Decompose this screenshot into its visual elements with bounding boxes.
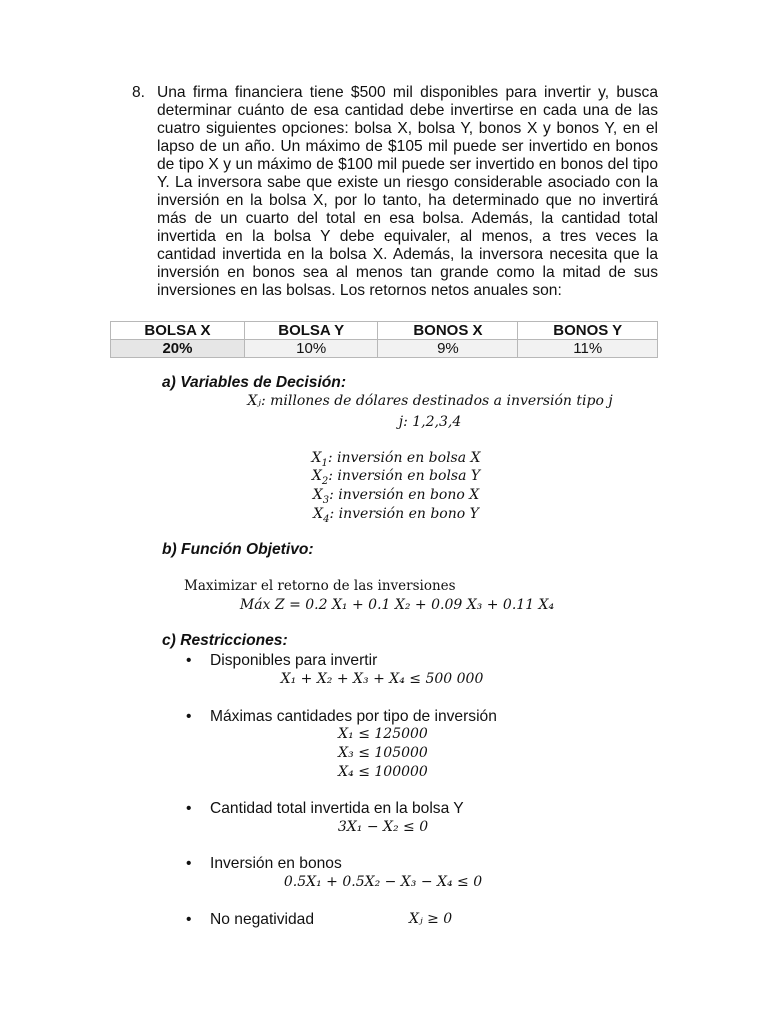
constraint-equation: 3X₁ − X₂ ≤ 0 xyxy=(337,819,429,835)
section-c-heading: c) Restricciones: xyxy=(162,632,288,649)
problem-text: Una firma financiera tiene $500 mil disponibles para invertir y, busca determinar cuánto de esa cantidad debe invertirse en cada una de las cuatro siguientes opciones: bolsa X, bolsa Y, bonos X y bonos Y, en el lapso de un año. Un máximo de $105 mil puede ser invertido en bonos de tipo X y un máximo de $100 mil puede ser invertido en bonos del tipo Y. La inversora sabe que existe un riesgo considerable asociado con la inversión en la bolsa X, por lo tanto, ha determinado que no invertirá más de un cuarto del total en esa bolsa. Además, la cantidad total invertida en la bolsa Y debe equivaler, al menos, a tres veces la cantidad invertida en la bolsa X. Además, la inversora necesita que la inversión en bonos sea al menos tan grande como la mitad de sus inversiones en las bolsas. Los retornos netos anuales son: xyxy=(157,84,658,299)
table-header: BOLSA X xyxy=(111,322,245,340)
constraint-equation: X₁ + X₂ + X₃ + X₄ ≤ 500 000 xyxy=(280,671,484,687)
problem-number: 8. xyxy=(132,84,146,101)
problem-statement xyxy=(132,84,658,300)
objective-function: Máx Z = 0.2 X₁ + 0.1 X₂ + 0.09 X₃ + 0.11 X₄ xyxy=(239,597,555,613)
document-page: 8. Una firma financiera tiene $500 mil disponibles para invertir y, busca determinar cuánto de esa cantidad debe invertirse en cada una de las cuatro siguientes opciones: bolsa X, bolsa Y, bonos X y bonos Y, en el lapso de un año. Un máximo de $105 mil puede ser invertido en bonos de tipo X y un máximo de $100 mil puede ser invertido en bonos del tipo Y. La inversora sabe que existe un riesgo considerable asociado con la inversión en la bolsa X, por lo tanto, ha determinado que no invertirá más de un cuarto del total en esa bolsa. Además, la cantidad total invertida en la bolsa Y debe equivaler, al menos, a tres veces la cantidad invertida en la bolsa X. Además, la inversora necesita que la inversión en bonos sea al menos tan grande como la mitad de sus inversiones en las bolsas. Los retornos netos anuales son: BOLSA X BOLSA Y BONOS X BONOS Y 20% 10% 9% 11% a) Variables de Decisión: Xⱼ: millones de dólares destinados a inversión tipo j j: 1,2,3,4 $X_1$: inversión en bolsa X $X_2$: inversión en bolsa Y $X_3$: inversión en bono X $X_4$: inversión en bono Y b) Función Objetivo: Maximizar el retorno de las inversiones Máx Z = 0.2 X₁ + 0.1 X₂ + 0.09 X₃ + 0.11 X₄ c) Restricciones: • Disponibles para invertir X₁ + X₂ + X₃ + X₄ ≤ 500 000 • Máximas cantidades por tipo de inversión X₁ ≤ 125000 X₃ ≤ 105000 X₄ ≤ 100000 • Cantidad total invertida en la bolsa Y 3X₁ − X₂ ≤ 0 • Inversión en bonos 0.5X₁ + 0.5X₂ − X₃ − X₄ ≤ 0 • No negatividad Xⱼ ≥ 0 xyxy=(0,0,768,1024)
constraint-equation: Xⱼ ≥ 0 xyxy=(409,911,453,927)
table-header: BONOS X xyxy=(378,322,518,340)
section-b-heading: b) Función Objetivo: xyxy=(162,541,314,558)
constraint-label: Cantidad total invertida en la bolsa Y xyxy=(210,800,464,817)
constraint-label: Inversión en bonos xyxy=(210,855,342,872)
returns-table xyxy=(110,321,658,358)
constraint-label: No negatividad xyxy=(210,911,315,928)
constraint-equation: 0.5X₁ + 0.5X₂ − X₃ − X₄ ≤ 0 xyxy=(283,874,483,890)
table-row xyxy=(111,340,658,358)
variable-x1: $X_1$: inversión en bolsa X xyxy=(311,450,481,469)
section-a-heading: a) Variables de Decisión: xyxy=(162,374,347,391)
variable-x3: $X_3$: inversión en bono X xyxy=(312,487,480,506)
variable-x4: $X_4$: inversión en bono Y xyxy=(313,506,479,525)
table-cell: 11% xyxy=(518,340,658,358)
table-cell: 9% xyxy=(378,340,518,358)
variable-x2: $X_2$: inversión en bolsa Y xyxy=(311,468,481,487)
constraint-equation: X₄ ≤ 100000 xyxy=(338,764,428,780)
table-header: BONOS Y xyxy=(518,322,658,340)
decision-variable-index: j: 1,2,3,4 xyxy=(398,414,462,430)
table-cell: 10% xyxy=(244,340,377,358)
constraint-label: Máximas cantidades por tipo de inversión xyxy=(210,708,497,725)
constraint-equation: X₃ ≤ 105000 xyxy=(338,745,428,761)
table-cell: 20% xyxy=(111,340,245,358)
table-header: BOLSA Y xyxy=(244,322,377,340)
decision-variable-definition: Xⱼ: millones de dólares destinados a inversión tipo j xyxy=(247,393,613,409)
constraint-equation: X₁ ≤ 125000 xyxy=(338,726,428,742)
table-header-row xyxy=(111,322,658,340)
constraint-label: Disponibles para invertir xyxy=(210,652,378,669)
objective-description: Maximizar el retorno de las inversiones xyxy=(184,578,456,594)
